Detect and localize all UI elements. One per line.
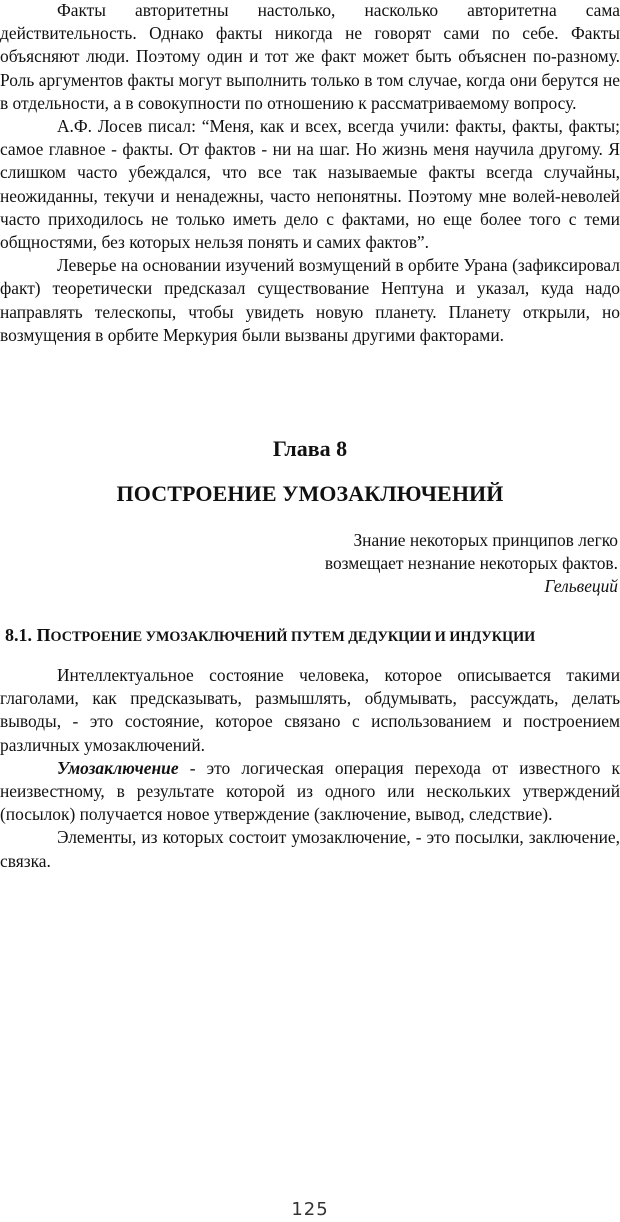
chapter-number: Глава 8 [272, 436, 348, 461]
paragraph-facts-authority: Факты авторитетны настолько, насколько авторитетна сама действительность. Однако факты никогда не говорят сами по себе. Факты объясняют люди. Поэтому один и тот же факт может быть объяснен по-разному. Роль аргументов факты могут выполнить только в том случае, когда они берутся не в отдельности, а в совокупности по отношению к рассматриваемому вопросу. [0, 0, 620, 113]
top-text-block [0, 0, 620, 347]
definition-text: - это логическая операция перехода от известного к неизвестному, в результате которой из одного или нескольких утверждений (посылок) получается новое утверждение (заключение, вывод, следствие). [0, 757, 620, 825]
chapter-title: ПОСТРОЕНИЕ УМОЗАКЛЮЧЕНИЙ [116, 481, 504, 506]
page-number: 125 [291, 1199, 329, 1220]
term-inference: Умозаключение [57, 757, 179, 778]
paragraph-losev-quote: А.Ф. Лосев писал: “Меня, как и всех, всегда учили: факты, факты, факты; самое главное - факты. От фактов - ни на шаг. Но жизнь меня научила другому. Я слишком часто убеждался, что все так называемые факты всегда случайны, неожиданны, текучи и ненадежны, часто непонятны. Поэтому мне волей-неволей часто приходилось не только иметь дело с фактами, но еще более того с теми общностями, без которых нельзя понять и самих фактов”. [0, 116, 620, 253]
epigraph-line-1: Знание некоторых принципов легко [353, 530, 618, 550]
section-heading [5, 623, 620, 649]
paragraph-intellectual-state: Интеллектуальное состояние человека, которое описывается такими глаголами, как предсказывать, размышлять, обдумывать, рассуждать, делать выводы, - это состояние, которое связано с использованием и построением различных умозаключений. [0, 665, 620, 755]
epigraph-author: Гельвеций [544, 576, 618, 596]
paragraph-elements: Элементы, из которых состоит умозаключение, - это посылки, заключение, связка. [0, 827, 620, 871]
epigraph-line-2: возмещает незнание некоторых фактов. [324, 553, 618, 573]
paragraph-definition [0, 757, 620, 827]
section-text-block [0, 664, 620, 873]
section-title-first-letter: П [36, 625, 51, 645]
epigraph [198, 529, 618, 598]
paragraph-leverrier: Леверье на основании изучений возмущений в орбите Урана (зафиксировал факт) теоретически предсказал существование Нептуна и указал, куда надо направлять телескопы, чтобы увидеть новую планету. Планету открыли, но возмущения в орбите Меркурия были вызваны другими факторами. [0, 255, 620, 345]
section-title-rest: ОСТРОЕНИЕ УМОЗАКЛЮЧЕНИЙ ПУТЕМ ДЕДУКЦИИ И ИНДУКЦИИ [50, 629, 536, 645]
section-number: 8.1. [5, 625, 32, 645]
